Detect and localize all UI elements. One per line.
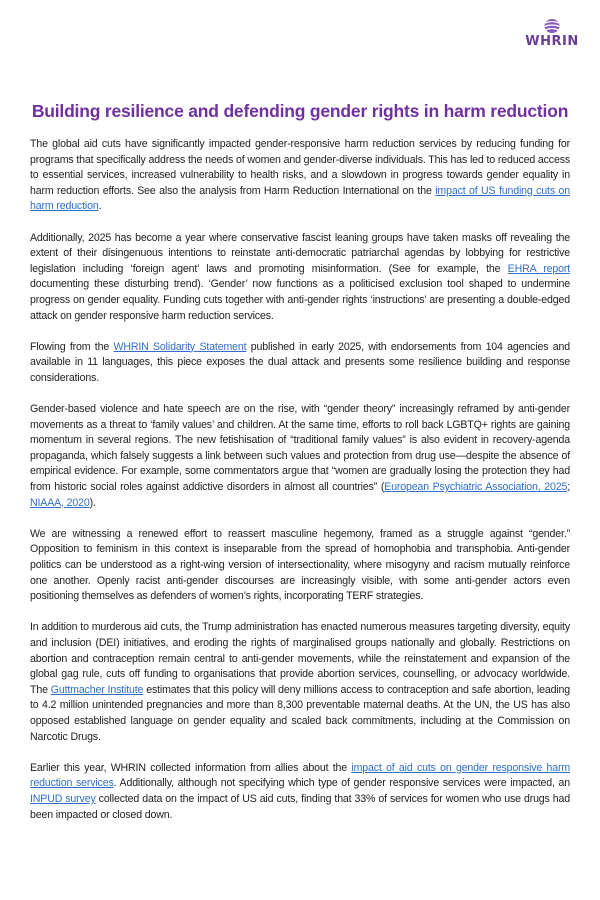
paragraph-text: collected data on the impact of US aid cuts, finding that 33% of services for women who use drugs had been impacted or closed down. — [30, 792, 570, 821]
whrin-logo — [524, 18, 580, 60]
paragraph-text: ; — [567, 481, 570, 494]
paragraph-1 — [30, 137, 570, 215]
link-whrin-solidarity-statement[interactable]: WHRIN Solidarity Statement — [113, 340, 247, 353]
article-body — [30, 137, 570, 839]
link-guttmacher-institute[interactable]: Guttmacher Institute — [50, 683, 144, 696]
paragraph-text: estimates that this policy will deny millions access to contraception and safe abortion, leading to 4.2 million unintended pregnancies and more than 8,300 preventable maternal deaths. At the UN, the US has also opposed established language on gender equality and scaled back commitments, including at the Commission on Narcotic Drugs. — [30, 683, 570, 743]
paragraph-text: . Additionally, although not specifying which type of gender responsive services were impacted, an — [113, 777, 570, 790]
paragraph-7 — [30, 761, 570, 823]
paragraph-text: documenting these disturbing trend). ‘Gender’ now functions as a politicised exclusion tool shaped to undermine progress on gender equality. Funding cuts together with anti-gender rights ‘instructions’ are presenting a double-edged attack on gender responsive harm reduction services. — [30, 278, 570, 322]
paragraph-6 — [30, 620, 570, 745]
paragraph-text: The global aid cuts have significantly impacted gender-responsive harm reduction services by reducing funding for programs that specifically address the needs of women and gender-diverse individuals. This has led to reduced access to essential services, increased vulnerability to health risks, and a slowdown in progress towards gender equality in harm reduction efforts. See also the analysis from Harm Reduction International on the — [30, 138, 570, 197]
paragraph-4 — [30, 402, 570, 511]
paragraph-2 — [30, 231, 570, 325]
paragraph-text: Flowing from the — [30, 340, 114, 353]
paragraph-text: Earlier this year, WHRIN collected information from allies about the — [30, 761, 352, 774]
globe-icon — [543, 18, 561, 34]
link-impact-aid-cuts-gender-services[interactable]: impact of aid cuts on gender responsive harm reduction services — [30, 761, 570, 790]
link-niaaa[interactable]: NIAAA, 2020 — [30, 496, 90, 509]
paragraph-text: In addition to murderous aid cuts, the Trump administration has enacted numerous measures targeting diversity, equity and inclusion (DEI) initiatives, and eroding the rights of marginalised groups nationally and globally. Restrictions on abortion and contraception remain central to anti-gender movements, while the reinstatement and expansion of the global gag rule, cuts off funding to organisations that provide abortion services, counselling, or advocacy worldwide. The — [30, 621, 570, 696]
link-european-psychiatric-association[interactable]: European Psychiatric Association, 2025 — [384, 481, 568, 494]
logo-text: WHRIN — [525, 34, 579, 49]
paragraph-5 — [30, 527, 570, 605]
paragraph-text: published in early 2025, with endorsements from 104 agencies and available in 11 languages, this piece exposes the dual attack and presents some resilience building and response considerations. — [30, 340, 570, 384]
link-ehra-report[interactable]: EHRA report — [507, 262, 570, 275]
paragraph-text: . — [98, 200, 102, 213]
paragraph-text: We are witnessing a renewed effort to reassert masculine hegemony, framed as a struggle against “gender.” Opposition to feminism in this context is inseparable from the spread of homophobia and transphobia. Anti-gender politics can be understood as a right-wing version of intersectionality, where misogyny and racism mutually reinforce one another. Openly racist anti-gender discourses are increasingly visible, with some anti-gender actors even positioning themselves as defenders of women’s rights, incorporating TERF strategies. — [30, 527, 570, 603]
page-title: Building resilience and defending gender rights in harm reduction — [31, 101, 569, 121]
link-inpud-survey[interactable]: INPUD survey — [30, 792, 96, 805]
paragraph-3 — [30, 340, 570, 387]
paragraph-text: ). — [89, 496, 96, 509]
link-hri-funding-cuts[interactable]: impact of US funding cuts on harm reduction — [30, 184, 570, 213]
paragraph-text: Additionally, 2025 has become a year where conservative fascist leaning groups have taken masks off revealing the extent of their disingenuous intentions to reinstate anti-democratic patriarchal agendas by lobbying for restrictive legislation including ‘foreign agent’ laws and promoting misinformation. (See for example, the — [30, 231, 570, 275]
paragraph-text: Gender-based violence and hate speech are on the rise, with “gender theory” increasingly reframed by anti-gender movements as a threat to ‘family values’ and children. At the same time, efforts to roll back LGBTQ+ rights are gaining momentum in several regions. The new fetishisation of “traditional family values” is also evident in recovery-agenda propaganda, which falsely suggests a link between such values and protection from drug use—despite the absence of empirical evidence. For example, some commentators argue that “women are gradually losing the protection they had from historic social roles against addictive disorders in almost all countries” ( — [30, 403, 570, 494]
